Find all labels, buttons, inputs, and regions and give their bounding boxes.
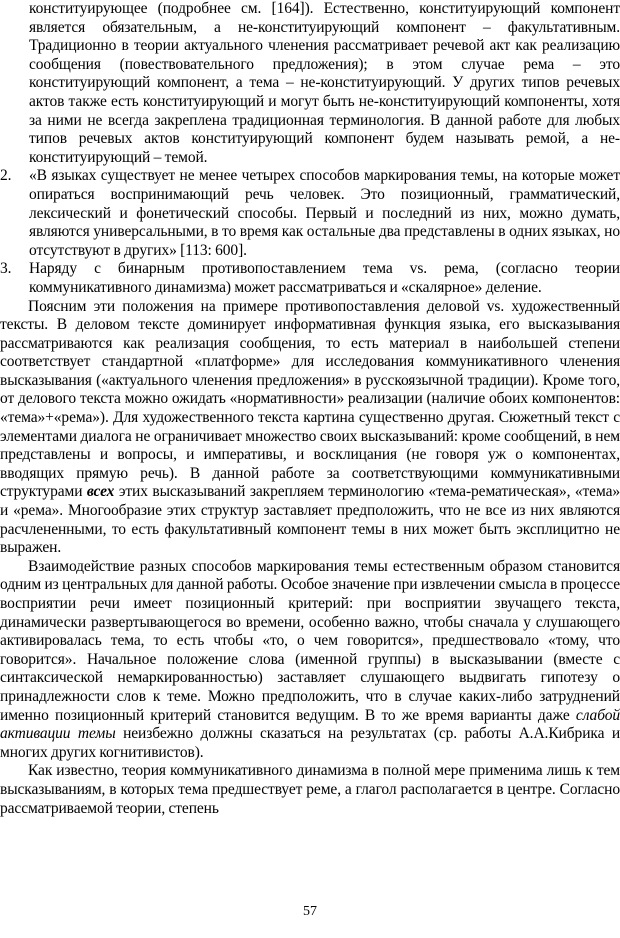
list-item-1-continuation: конституирующее (подробнее см. [164]). Естественно, конституирующий компонент является обязательным, а не-конституирующий компонент – факультативным. Традиционно в теории актуального членения рассматривает речевой акт как реализацию сообщения (повествовательного предложения); в этом случае рема – это конституирующий компонент, а тема – не-конституирующий. У других типов речевых актов также есть конституирующий и могут быть не-конституирующий компоненты, хотя за ними не всегда закреплена традиционная терминология. В данной работе для любых типов речевых актов конституирующий компонент будем называть ремой, а не-конституирующий – темой.: [29, 0, 620, 166]
paragraph-text: неизбежно должны сказаться на результатах (ср. работы А.А.Кибрика и многих других когнитивистов).: [0, 725, 620, 761]
page-number: 57: [303, 904, 317, 919]
paragraph: Как известно, теория коммуникативного динамизма в полной мере применима лишь к тем высказываниям, в которых тема предшествует реме, а глагол располагается в центре. Согласно рассматриваемой теории, степень: [0, 762, 620, 817]
paragraph-text: этих высказываний закрепляем терминологию «тема-рематическая», «тема» и «рема». Многообразие этих структур заставляет предположить, что не все из них являются расчлененными, то есть факультативный компонент темы в них может быть эксплицитно не выражен.: [0, 483, 620, 557]
paragraph: [0, 558, 620, 763]
paragraph-text: Взаимодействие разных способов маркирования темы естественным образом становится одним из центральных для данной работы. Особое значение при извлечении смысла в процессе восприятии речи имеет позиционный критерий: при восприятии звучащего текста, динамически развертывающегося во времени, особенно важно, чтобы сначала у слушающего активировалась тема, то есть чтобы «то, о чем говорится», предшествовало «тому, что говорится». Начальное положение слова (именной группы) в высказывании (вместе с синтаксической немаркированностью) заставляет слушающего выдвигать гипотезу о принадлежности слов к теме. Можно предположить, что в случае каких-либо затруднений именно позиционный критерий становится ведущим. В то же время варианты даже: [0, 557, 620, 724]
list-item-text: «В языках существует не менее четырех способов маркирования темы, на которые может опираться воспринимающий речь человек. Это позиционный, грамматический, лексический и фонетический способы. Первый и последний из них, можно думать, являются универсальными, в то время как остальные два представлены в одних языках, но отсутствуют в других» [113: 600].: [29, 167, 620, 259]
emphasized-text: всех: [86, 483, 115, 501]
list-item-2: [0, 167, 620, 260]
emphasized-text: слабой активации темы: [0, 706, 620, 743]
list-number: 3.: [0, 260, 12, 278]
list-item-text: Наряду с бинарным противопоставлением тема vs. рема, (согласно теории коммуникативного динамизма) может рассматриваться и «скалярное» деление.: [29, 260, 620, 296]
list-item-3: [0, 260, 620, 297]
paragraph-text: Поясним эти положения на примере противопоставления деловой vs. художественный тексты. В деловом тексте доминирует информативная функция языка, его высказывания рассматриваются как реализация сообщения, то есть материал в наибольшей степени соответствует стандартной «платформе» для исследования коммуникативного членения высказывания («актуального членения предложения» в русскоязычной традиции). Кроме того, от делового текста можно ожидать «нормативности» реализации (наличие обоих компонентов: «тема»+«рема»). Для художественного текста картина существенно другая. Сюжетный текст с элементами диалога не ограничивает множество своих высказываний: кроме сообщений, в нем представлены и вопросы, и императивы, и восклицания (не говоря уж о компонентах, вводящих прямую речь). В данной работе за соответствующими коммуникативными структурами: [0, 297, 620, 501]
list-number: 2.: [0, 167, 12, 185]
paragraph: [0, 298, 620, 558]
